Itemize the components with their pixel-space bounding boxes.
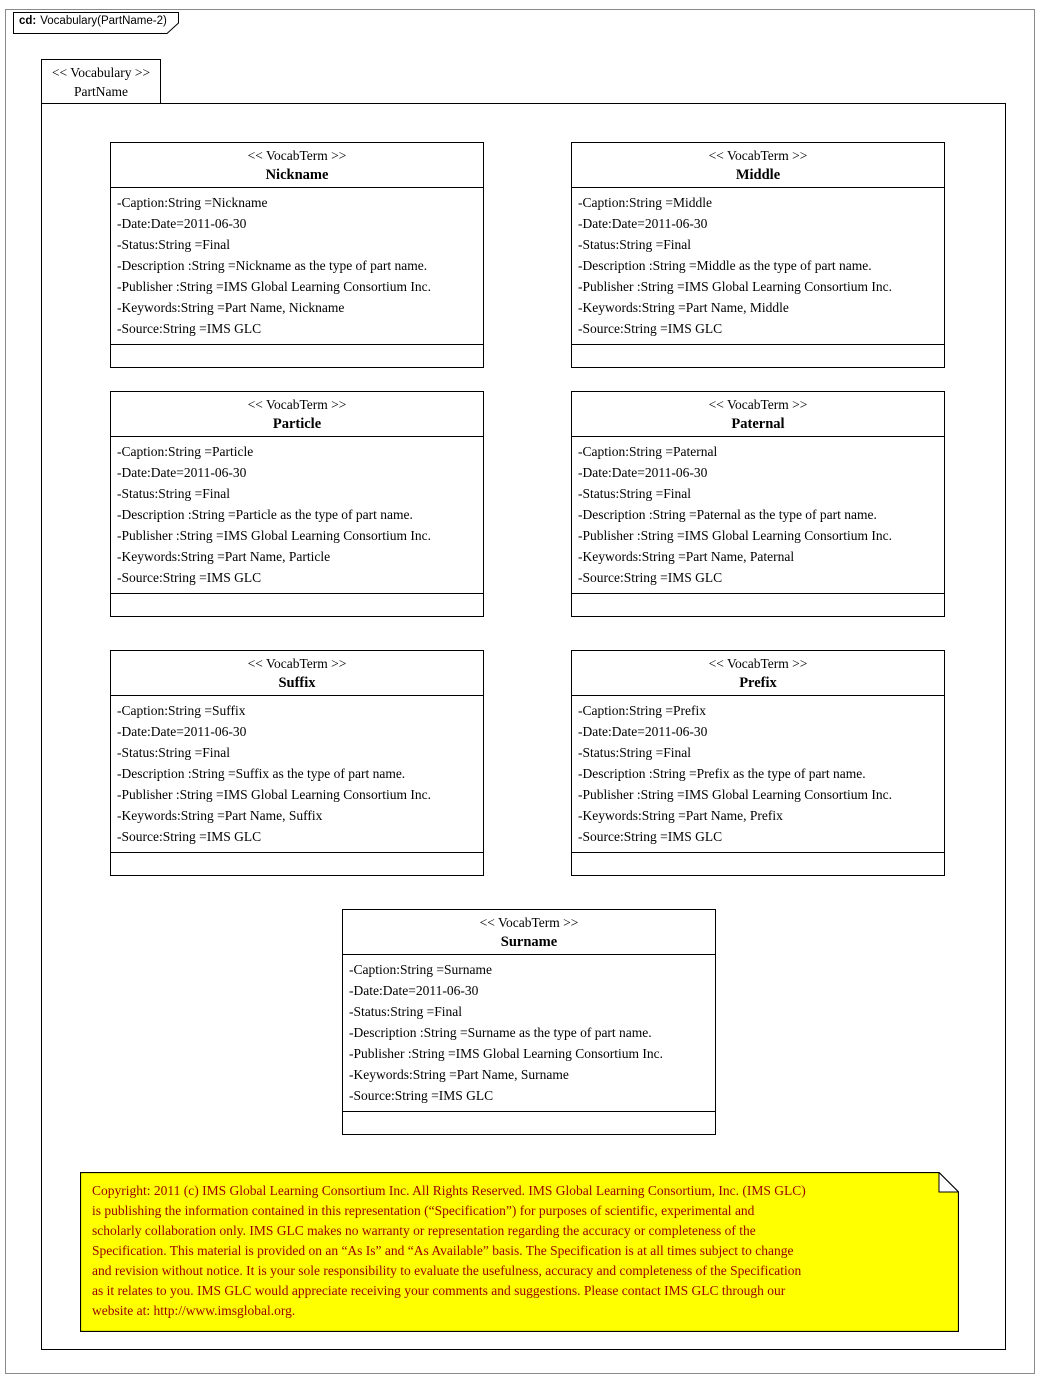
vocabterm-attributes — [111, 437, 483, 594]
attribute-line: -Keywords:String =Part Name, Prefix — [578, 808, 783, 823]
vocabterm-stereotype: << VocabTerm >> — [479, 915, 579, 930]
vocabterm-name: Particle — [272, 416, 322, 432]
copyright-line: and revision without notice. It is your sole responsibility to evaluate the usefulness, accuracy and completeness of the Specification — [92, 1263, 802, 1278]
attribute-line: -Publisher :String =IMS Global Learning Consortium Inc. — [117, 279, 431, 294]
vocabterm-operations-empty — [572, 853, 944, 875]
package-name: PartName — [74, 84, 128, 99]
attribute-line: -Caption:String =Surname — [349, 962, 492, 977]
attribute-line: -Source:String =IMS GLC — [349, 1088, 494, 1103]
vocabterm-box-prefix[interactable] — [571, 650, 945, 876]
vocabterm-name: Surname — [500, 934, 558, 950]
attribute-line: -Publisher :String =IMS Global Learning Consortium Inc. — [578, 528, 892, 543]
vocabterm-attributes — [343, 955, 715, 1112]
attribute-line: -Description :String =Surname as the type of part name. — [349, 1025, 652, 1040]
attribute-line: -Date:Date=2011-06-30 — [117, 724, 247, 739]
vocabterm-attributes — [572, 437, 944, 594]
vocabterm-header — [111, 392, 483, 437]
vocabterm-header — [111, 143, 483, 188]
attribute-line: -Date:Date=2011-06-30 — [349, 983, 479, 998]
attribute-line: -Caption:String =Suffix — [117, 703, 246, 718]
attribute-line: -Publisher :String =IMS Global Learning Consortium Inc. — [117, 787, 431, 802]
attribute-line: -Date:Date=2011-06-30 — [578, 465, 708, 480]
vocabterm-attributes — [572, 188, 944, 345]
copyright-note — [80, 1172, 959, 1332]
attribute-line: -Status:String =Final — [117, 745, 230, 760]
copyright-line: is publishing the information contained in this representation (“Specification”) for purposes of scientific, experimental and — [92, 1203, 755, 1218]
vocabterm-name: Suffix — [278, 675, 316, 691]
attribute-line: -Source:String =IMS GLC — [117, 570, 262, 585]
vocabterm-stereotype: << VocabTerm >> — [708, 397, 808, 412]
attribute-line: -Keywords:String =Part Name, Suffix — [117, 808, 323, 823]
attribute-line: -Source:String =IMS GLC — [578, 570, 723, 585]
copyright-line: as it relates to you. IMS GLC would appreciate receiving your comments and suggestions. Please contact IMS GLC through our — [92, 1283, 786, 1298]
vocabterm-box-surname[interactable] — [342, 909, 716, 1135]
attribute-line: -Publisher :String =IMS Global Learning Consortium Inc. — [117, 528, 431, 543]
vocabterm-operations-empty — [572, 594, 944, 616]
attribute-line: -Publisher :String =IMS Global Learning Consortium Inc. — [349, 1046, 663, 1061]
vocabterm-name: Middle — [735, 167, 781, 183]
attribute-line: -Caption:String =Paternal — [578, 444, 718, 459]
attribute-line: -Status:String =Final — [349, 1004, 462, 1019]
attribute-line: -Date:Date=2011-06-30 — [117, 465, 247, 480]
vocabterm-attributes — [111, 696, 483, 853]
attribute-line: -Status:String =Final — [578, 745, 691, 760]
package-header-partname[interactable] — [41, 59, 161, 104]
copyright-line: Specification. This material is provided on an “As Is” and “As Available” basis. The Specification is at all times subject to change — [92, 1243, 794, 1258]
vocabterm-name: Nickname — [265, 167, 329, 183]
attribute-line: -Status:String =Final — [578, 237, 691, 252]
attribute-line: -Keywords:String =Part Name, Middle — [578, 300, 789, 315]
copyright-text — [92, 1181, 945, 1321]
package-stereotype: << Vocabulary >> — [51, 65, 151, 80]
vocabterm-operations-empty — [572, 345, 944, 367]
attribute-line: -Status:String =Final — [578, 486, 691, 501]
vocabterm-attributes — [111, 188, 483, 345]
vocabterm-header — [572, 392, 944, 437]
vocabterm-stereotype: << VocabTerm >> — [708, 656, 808, 671]
vocabterm-header — [572, 143, 944, 188]
attribute-line: -Description :String =Nickname as the type of part name. — [117, 258, 428, 273]
attribute-line: -Source:String =IMS GLC — [578, 321, 723, 336]
vocabterm-box-suffix[interactable] — [110, 650, 484, 876]
attribute-line: -Caption:String =Middle — [578, 195, 712, 210]
vocabterm-operations-empty — [111, 853, 483, 875]
diagram-title-text: Vocabulary(PartName-2) — [40, 15, 167, 27]
attribute-line: -Publisher :String =IMS Global Learning Consortium Inc. — [578, 279, 892, 294]
attribute-line: -Caption:String =Prefix — [578, 703, 706, 718]
vocabterm-name: Paternal — [731, 416, 785, 432]
attribute-line: -Description :String =Prefix as the type of part name. — [578, 766, 866, 781]
attribute-line: -Date:Date=2011-06-30 — [117, 216, 247, 231]
copyright-line: website at: http://www.imsglobal.org. — [92, 1303, 296, 1318]
attribute-line: -Source:String =IMS GLC — [117, 829, 262, 844]
vocabterm-box-nickname[interactable] — [110, 142, 484, 368]
vocabterm-name: Prefix — [739, 675, 777, 691]
attribute-line: -Description :String =Particle as the type of part name. — [117, 507, 413, 522]
vocabterm-box-paternal[interactable] — [571, 391, 945, 617]
attribute-line: -Description :String =Suffix as the type of part name. — [117, 766, 406, 781]
attribute-line: -Keywords:String =Part Name, Particle — [117, 549, 331, 564]
attribute-line: -Date:Date=2011-06-30 — [578, 724, 708, 739]
attribute-line: -Status:String =Final — [117, 237, 230, 252]
vocabterm-stereotype: << VocabTerm >> — [247, 656, 347, 671]
diagram-title-prefix: cd: — [19, 15, 37, 27]
attribute-line: -Caption:String =Particle — [117, 444, 254, 459]
copyright-line: scholarly collaboration only. IMS GLC makes no warranty or representation regarding the accuracy or completeness of the — [92, 1223, 756, 1238]
attribute-line: -Keywords:String =Part Name, Nickname — [117, 300, 345, 315]
vocabterm-stereotype: << VocabTerm >> — [708, 148, 808, 163]
copyright-line: Copyright: 2011 (c) IMS Global Learning Consortium Inc. All Rights Reserved. IMS Global Learning Consortium, Inc. (IMS GLC) — [92, 1183, 806, 1198]
vocabterm-stereotype: << VocabTerm >> — [247, 148, 347, 163]
diagram-title — [19, 15, 167, 27]
vocabterm-box-particle[interactable] — [110, 391, 484, 617]
attribute-line: -Publisher :String =IMS Global Learning Consortium Inc. — [578, 787, 892, 802]
vocabterm-operations-empty — [111, 345, 483, 367]
vocabterm-operations-empty — [343, 1112, 715, 1134]
vocabterm-header — [572, 651, 944, 696]
attribute-line: -Status:String =Final — [117, 486, 230, 501]
diagram-frame-tab — [13, 12, 179, 34]
attribute-line: -Caption:String =Nickname — [117, 195, 268, 210]
attribute-line: -Source:String =IMS GLC — [578, 829, 723, 844]
vocabterm-header — [111, 651, 483, 696]
vocabterm-stereotype: << VocabTerm >> — [247, 397, 347, 412]
vocabterm-operations-empty — [111, 594, 483, 616]
attribute-line: -Description :String =Middle as the type of part name. — [578, 258, 872, 273]
attribute-line: -Date:Date=2011-06-30 — [578, 216, 708, 231]
vocabterm-header — [343, 910, 715, 955]
attribute-line: -Source:String =IMS GLC — [117, 321, 262, 336]
attribute-line: -Keywords:String =Part Name, Paternal — [578, 549, 795, 564]
vocabterm-attributes — [572, 696, 944, 853]
attribute-line: -Description :String =Paternal as the type of part name. — [578, 507, 877, 522]
vocabterm-box-middle[interactable] — [571, 142, 945, 368]
attribute-line: -Keywords:String =Part Name, Surname — [349, 1067, 569, 1082]
